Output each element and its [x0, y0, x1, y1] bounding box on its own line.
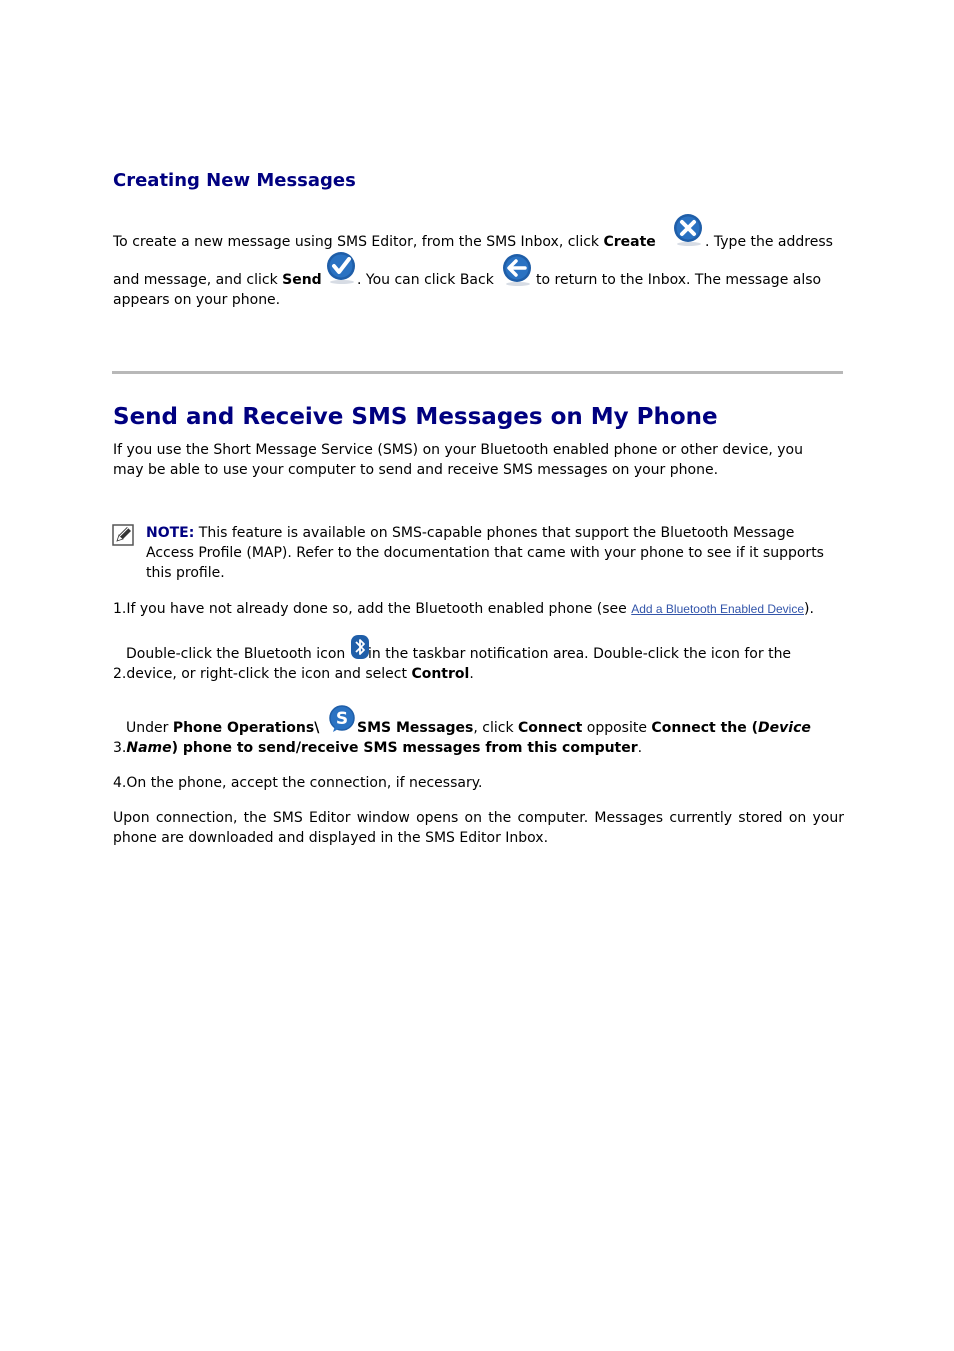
- create-label: Create: [603, 234, 656, 250]
- intro-line-2: may be able to use your computer to send and receive SMS messages on your phone.: [113, 462, 719, 478]
- phone-operations-label: Phone Operations\: [172, 720, 320, 736]
- note-pencil-icon: [112, 524, 134, 546]
- create-paragraph-line-1b: . Type the address: [705, 234, 833, 250]
- create-paragraph-line-2b: . You can click Back: [357, 272, 494, 288]
- control-label: Control: [411, 666, 470, 682]
- send-receive-heading: Send and Receive SMS Messages on My Phone: [113, 404, 718, 430]
- step-3-number: 3.: [113, 740, 127, 756]
- note-label: NOTE:: [146, 525, 195, 541]
- send-label: Send: [282, 272, 322, 288]
- step-2-line-1b: in the taskbar notification area. Double-click the icon for the: [368, 646, 792, 662]
- intro-line-1: If you use the Short Message Service (SMS) on your Bluetooth enabled phone or other device, you: [113, 442, 803, 458]
- sms-bubble-icon: [327, 704, 357, 734]
- svg-text:S: S: [335, 709, 349, 729]
- step-1: 1.If you have not already done so, add the Bluetooth enabled phone (see Add a Bluetooth Enabled Device).: [113, 601, 814, 617]
- step-1-number: 1.: [113, 601, 127, 617]
- outro-line-1: Upon connection, the SMS Editor window opens on the computer. Messages currently stored on your: [113, 810, 844, 826]
- step-2-number: 2.: [113, 666, 127, 682]
- step-4: 4.On the phone, accept the connection, if necessary.: [113, 775, 483, 791]
- note-line-3: this profile.: [146, 565, 225, 581]
- step-3-line-2: 3.Name) phone to send/receive SMS messages from this computer.: [113, 740, 643, 756]
- creating-new-messages-heading: Creating New Messages: [113, 170, 356, 191]
- step-2-line-1a: Double-click the Bluetooth icon: [126, 646, 346, 662]
- create-paragraph-line-1: To create a new message using SMS Editor, from the SMS Inbox, click Create: [113, 234, 656, 250]
- sms-messages-label: SMS Messages: [357, 720, 474, 736]
- create-paragraph-line-3: appears on your phone.: [113, 292, 281, 308]
- note-line-2: Access Profile (MAP). Refer to the documentation that came with your phone to see if it supports: [146, 545, 824, 561]
- bluetooth-icon: [350, 634, 370, 660]
- create-paragraph-line-2a: and message, and click Send: [113, 272, 322, 288]
- send-check-icon: [325, 251, 359, 285]
- step-3-line-1b: SMS Messages, click Connect opposite Connect the (Device: [357, 720, 811, 736]
- step-4-number: 4.: [113, 775, 127, 791]
- note-line-1: NOTE: This feature is available on SMS-capable phones that support the Bluetooth Message: [146, 525, 795, 541]
- section-divider: [112, 371, 843, 374]
- connect-label: Connect: [518, 720, 583, 736]
- create-message-icon: [672, 213, 706, 247]
- step-2-line-2: 2.device, or right-click the icon and select Control.: [113, 666, 474, 682]
- back-arrow-icon: [501, 253, 535, 287]
- add-bluetooth-device-link[interactable]: Add a Bluetooth Enabled Device: [631, 602, 805, 616]
- outro-line-2: phone are downloaded and displayed in the SMS Editor Inbox.: [113, 830, 549, 846]
- create-paragraph-line-2c: to return to the Inbox. The message also: [536, 272, 822, 288]
- step-3-line-1a: Under Phone Operations\: [126, 720, 320, 736]
